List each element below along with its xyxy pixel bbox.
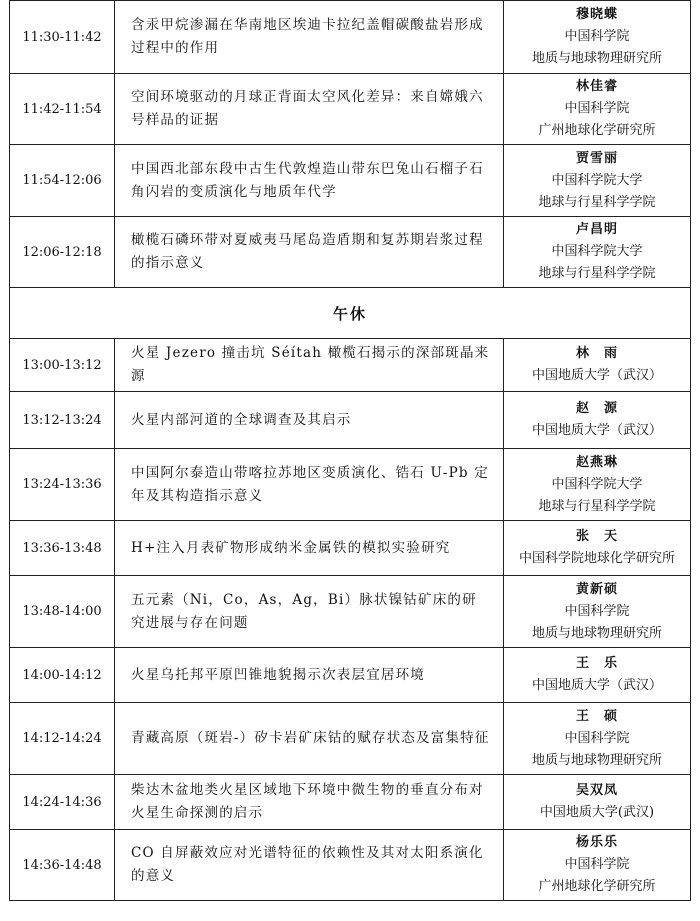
speaker-affiliation: 中国科学院: [564, 730, 630, 746]
schedule-row: [10, 648, 691, 703]
session-time: 13:48-14:00: [10, 576, 115, 648]
talk-title: 青藏高原（斑岩-）矽卡岩矿床钴的赋存状态及富集特征: [115, 703, 504, 775]
schedule-row: [10, 339, 691, 392]
session-time: 13:36-13:48: [10, 521, 115, 576]
speaker-cell: [504, 339, 691, 392]
speaker-cell: [504, 145, 691, 217]
session-time: 12:06-12:18: [10, 217, 115, 288]
speaker-name: 张 天: [575, 529, 618, 544]
speaker-cell: [504, 648, 691, 703]
session-time: 11:30-11:42: [10, 1, 115, 74]
schedule-row: [10, 830, 691, 901]
talk-title: 中国阿尔泰造山带喀拉苏地区变质演化、锆石 U-Pb 定年及其构造指示意义: [115, 449, 504, 521]
speaker-affiliation: 中国科学院大学: [551, 244, 643, 259]
speaker-affiliation: 地球与行星科学学院: [538, 498, 656, 514]
speaker-name: 杨乐乐: [575, 835, 618, 850]
talk-title: 火星 Jezero 撞击坑 Séítah 橄榄石揭示的深部斑晶来源: [115, 339, 504, 392]
speaker-affiliation: 中国地质大学（武汉）: [531, 678, 662, 693]
talk-title: 中国西北部东段中古生代敦煌造山带东巴兔山石榴子石角闪岩的变质演化与地质年代学: [115, 145, 504, 217]
talk-title: 五元素（Ni，Co，As，Ag，Bi）脉状镍钴矿床的研究进展与存在问题: [115, 576, 504, 648]
speaker-affiliation: 地球与行星科学学院: [538, 194, 656, 210]
speaker-cell: [504, 576, 691, 648]
speaker-name: 赵 源: [575, 401, 618, 416]
schedule-table: [9, 0, 691, 901]
speaker-name: 贾雪丽: [575, 150, 618, 166]
speaker-name: 林佳睿: [575, 79, 618, 94]
speaker-name: 穆晓蝶: [575, 7, 618, 22]
speaker-affiliation: 地质与地球物理研究所: [531, 625, 662, 641]
speaker-cell: [504, 449, 691, 521]
session-time: 13:24-13:36: [10, 449, 115, 521]
speaker-affiliation: 中国科学院地球化学研究所: [518, 551, 675, 566]
speaker-affiliation: 中国科学院: [564, 29, 630, 44]
lunch-break-label: 午休: [10, 288, 691, 339]
speaker-affiliation: 地球与行星科学学院: [538, 266, 656, 281]
speaker-affiliation: 中国地质大学（武汉）: [531, 368, 662, 383]
schedule-row: [10, 775, 691, 830]
speaker-cell: [504, 775, 691, 830]
schedule-row: [10, 703, 691, 775]
speaker-cell: [504, 703, 691, 775]
speaker-cell: [504, 521, 691, 576]
speaker-affiliation: 中国科学院大学: [551, 172, 643, 188]
session-time: 13:12-13:24: [10, 392, 115, 449]
speaker-name: 王 硕: [575, 708, 618, 724]
schedule-row: [10, 1, 691, 74]
speaker-name: 王 乐: [575, 656, 618, 671]
talk-title: 空间环境驱动的月球正背面太空风化差异：来自嫦娥六号样品的证据: [115, 74, 504, 145]
speaker-affiliation: 中国科学院: [564, 101, 630, 116]
speaker-cell: [504, 1, 691, 74]
talk-title: 火星内部河道的全球调查及其启示: [115, 392, 504, 449]
speaker-affiliation: 广州地球化学研究所: [538, 879, 656, 894]
schedule-row: [10, 217, 691, 288]
speaker-affiliation: 地质与地球物理研究所: [531, 51, 662, 66]
speaker-cell: [504, 74, 691, 145]
speaker-affiliation: 中国地质大学(武汉): [539, 805, 655, 820]
speaker-cell: [504, 217, 691, 288]
speaker-affiliation: 地质与地球物理研究所: [531, 752, 662, 768]
schedule-row: [10, 576, 691, 648]
session-time: 14:00-14:12: [10, 648, 115, 703]
schedule-row: [10, 145, 691, 217]
schedule-row: [10, 521, 691, 576]
session-time: 11:54-12:06: [10, 145, 115, 217]
session-time: 14:24-14:36: [10, 775, 115, 830]
speaker-affiliation: 中国科学院大学: [551, 476, 643, 492]
schedule-row: [10, 392, 691, 449]
speaker-name: 赵燕琳: [575, 454, 618, 470]
session-time: 11:42-11:54: [10, 74, 115, 145]
speaker-name: 卢昌明: [575, 222, 618, 237]
lunch-break-row: [10, 288, 691, 339]
speaker-cell: [504, 830, 691, 901]
speaker-cell: [504, 392, 691, 449]
schedule-row: [10, 74, 691, 145]
session-time: 14:12-14:24: [10, 703, 115, 775]
talk-title: 含汞甲烷渗漏在华南地区埃迪卡拉纪盖帽碳酸盐岩形成过程中的作用: [115, 1, 504, 74]
talk-title: 火星乌托邦平原凹锥地貌揭示次表层宜居环境: [115, 648, 504, 703]
speaker-affiliation: 中国科学院: [564, 857, 630, 872]
talk-title: CO 自屏蔽效应对光谱特征的依赖性及其对太阳系演化的意义: [115, 830, 504, 901]
speaker-name: 黄新硕: [575, 581, 618, 597]
speaker-affiliation: 中国地质大学（武汉）: [531, 423, 662, 438]
speaker-affiliation: 中国科学院: [564, 603, 630, 619]
speaker-name: 林 雨: [575, 346, 618, 361]
talk-title: H+注入月表矿物形成纳米金属铁的模拟实验研究: [115, 521, 504, 576]
speaker-affiliation: 广州地球化学研究所: [538, 123, 656, 138]
talk-title: 橄榄石磷环带对夏威夷马尾岛造盾期和复苏期岩浆过程的指示意义: [115, 217, 504, 288]
session-time: 14:36-14:48: [10, 830, 115, 901]
schedule-row: [10, 449, 691, 521]
schedule-body: [10, 1, 691, 901]
session-time: 13:00-13:12: [10, 339, 115, 392]
speaker-name: 吴双凤: [575, 783, 618, 798]
talk-title: 柴达木盆地类火星区域地下环境中微生物的垂直分布对火星生命探测的启示: [115, 775, 504, 830]
